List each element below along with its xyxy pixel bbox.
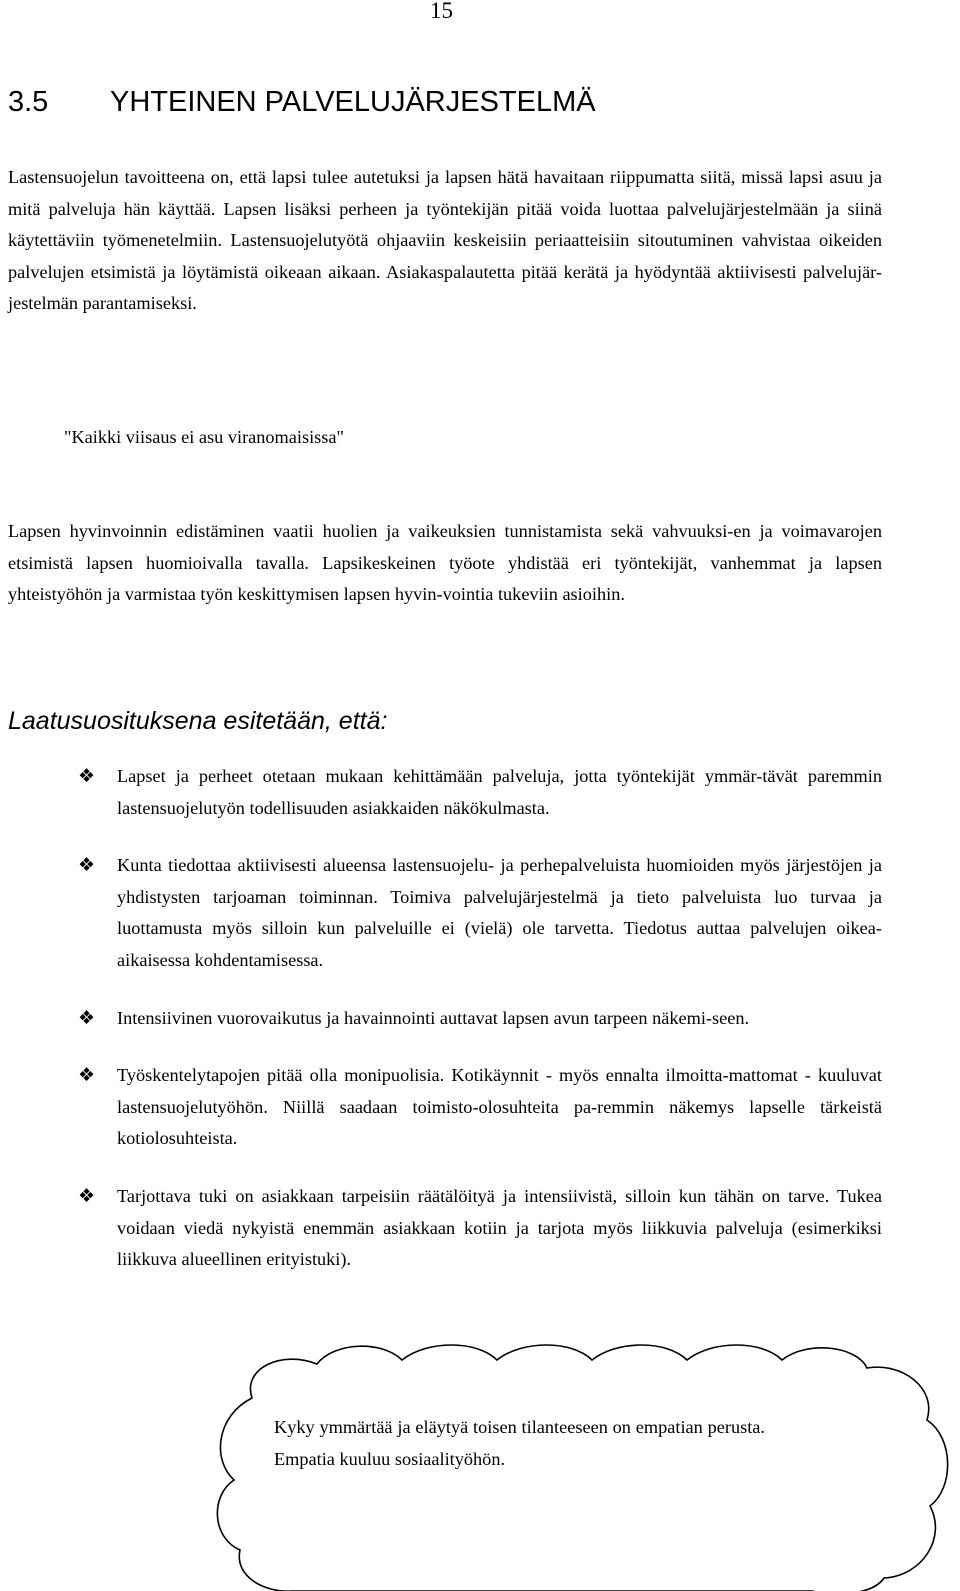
recommendations-list: [0, 761, 890, 1302]
page-number: 15: [430, 0, 453, 23]
intro-paragraph: Lastensuojelun tavoitteena on, että lapsi tulee autetuksi ja lapsen hätä havaitaan riippumatta siitä, missä lapsi asuu ja mitä palveluja hän käyttää. Lapsen lisäksi perheen ja työntekijän pitää voida luottaa palvelujärjestelmään ja siinä käytettäviin työmenetelmiin. Lastensuojelutyötä ohjaaviin keskeisiin periaatteisiin sitoutuminen vahvistaa oikeiden palvelujen etsimistä ja löytämistä oikeaan aikaan. Asiakaspalautetta pitää kerätä ja hyödyntää aktiivisesti palvelujär-jestelmän parantamiseksi.: [8, 167, 882, 314]
section-number: 3.5: [8, 86, 49, 118]
list-item-text: Kunta tiedottaa aktiivisesti alueensa lastensuojelu- ja perhepalveluista huomioiden myös järjestöjen ja yhdistysten tarjoaman toiminnan. Toimiva palvelujärjestelmä ja tieto palveluista luo turvaa ja luottamusta myös silloin kun palveluille ei (vielä) ole tarvetta. Tiedotus auttaa palvelujen oikea-aikaisessa kohdentamisessa.: [117, 855, 882, 970]
list-item-text: Lapset ja perheet otetaan mukaan kehittämään palveluja, jotta työntekijät ymmär-tävät paremmin lastensuojelutyön todellisuuden asiakkaiden näkökulmasta.: [117, 766, 882, 818]
quote: "Kaikki viisaus ei asu viranomaisissa": [64, 427, 344, 447]
diamond-bullet-icon: ❖: [78, 854, 96, 877]
diamond-bullet-icon: ❖: [78, 1184, 96, 1207]
diamond-bullet-icon: ❖: [78, 765, 96, 787]
list-item: [0, 1181, 882, 1276]
diamond-bullet-icon: ❖: [78, 1064, 96, 1087]
recommendations-heading: Laatusuosituksena esitetään, että:: [8, 707, 388, 735]
list-item-text: Intensiivinen vuorovaikutus ja havainnointi auttavat lapsen avun tarpeen näkemi-seen.: [117, 1007, 750, 1028]
second-paragraph: Lapsen hyvinvoinnin edistäminen vaatii huolien ja vaikeuksien tunnistamista sekä vahvuuksi-en ja voimavarojen etsimistä lapsen huomioivalla tavalla. Lapsikeskeinen työote yhdistää eri työntekijät, vanhemmat ja lapsen yhteistyöhön ja varmistaa työn keskittymisen lapsen hyvin-vointia tukeviin asioihin.: [8, 521, 882, 605]
section-title: YHTEINEN PALVELUJÄRJESTELMÄ: [110, 86, 596, 118]
list-item: [0, 761, 882, 824]
list-item: [0, 1060, 882, 1155]
cloud-callout: [212, 1338, 954, 1591]
list-item-text: Työskentelytapojen pitää olla monipuolisia. Kotikäynnit - myös ennalta ilmoitta-mattomat - kuuluvat lastensuojelutyöhön. Niillä saadaan toimisto-olosuhteita pa-remmin näkemys lapselle tärkeistä kotiolosuhteista.: [117, 1065, 882, 1149]
diamond-bullet-icon: ❖: [78, 1006, 96, 1029]
list-item: [0, 850, 882, 976]
list-item-text: Tarjottava tuki on asiakkaan tarpeisiin räätälöityä ja intensiivistä, silloin kun tähän on tarve. Tukea voidaan viedä nykyistä enemmän asiakkaan kotiin ja tarjota myös liikkuvia palveluja (esimerkiksi liikkuva alueellinen erityistuki).: [117, 1185, 882, 1270]
list-item: [0, 1003, 882, 1035]
section-heading: [8, 86, 596, 119]
cloud-text: Kyky ymmärtää ja eläytyä toisen tilanteeseen on empatian perusta. Empatia kuuluu sosiaalityöhön.: [274, 1417, 765, 1469]
